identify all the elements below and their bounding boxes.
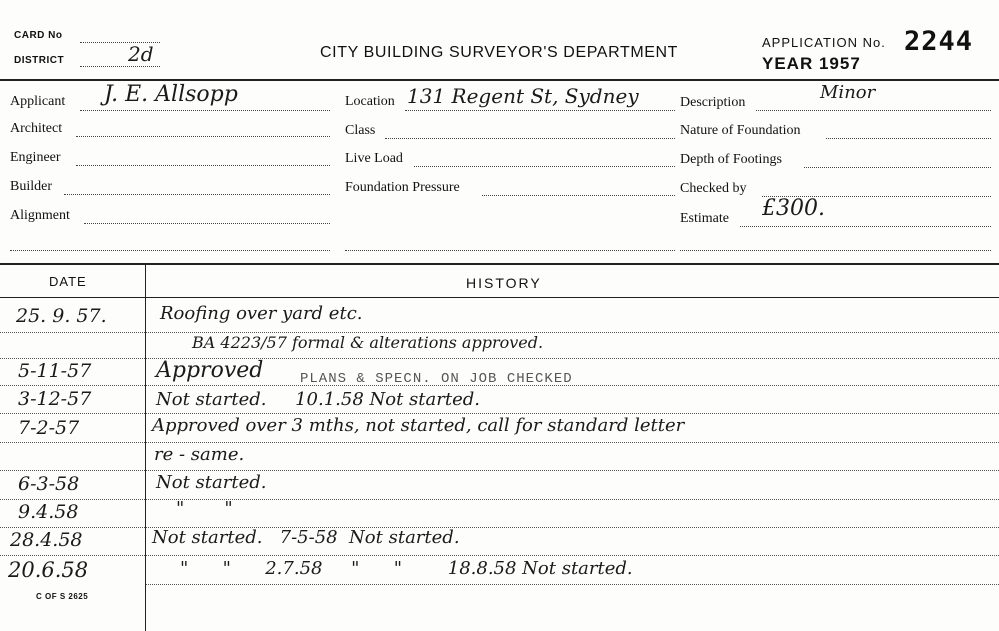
row-line xyxy=(0,527,999,528)
alignment-label: Alignment xyxy=(10,208,70,223)
row-history: Not started. xyxy=(156,472,267,493)
alignment-line-2 xyxy=(10,250,330,251)
row-line xyxy=(0,358,999,359)
table-top-rule xyxy=(0,263,999,265)
district-label: DISTRICT xyxy=(14,55,65,66)
architect-line xyxy=(76,136,330,137)
row-date: 28.4.58 xyxy=(10,529,83,551)
row-history: " " xyxy=(176,498,233,519)
checked-stamp: PLANS & SPECN. ON JOB CHECKED xyxy=(300,371,573,387)
year-label: YEAR 1957 xyxy=(762,54,861,73)
date-column-divider xyxy=(145,263,146,631)
description-value: Minor xyxy=(820,82,876,103)
date-header: DATE xyxy=(49,274,87,289)
live-load-label: Live Load xyxy=(345,151,403,166)
row-line xyxy=(0,442,999,443)
class-line xyxy=(385,138,675,139)
row-line xyxy=(0,413,999,414)
row-date: 20.6.58 xyxy=(8,558,89,582)
architect-label: Architect xyxy=(10,121,63,136)
estimate-value: £300. xyxy=(762,196,825,221)
checked-by-label: Checked by xyxy=(680,181,747,196)
row-history: re - same. xyxy=(154,444,245,465)
row-date: 5-11-57 xyxy=(18,360,92,382)
depth-of-footings-label: Depth of Footings xyxy=(680,152,782,167)
application-number: 2244 xyxy=(904,26,974,57)
row-history: BA 4223/57 formal & alterations approved. xyxy=(192,333,544,352)
applicant-value: J. E. Allsopp xyxy=(104,82,238,107)
applicant-line xyxy=(80,110,330,111)
column3-line-extra xyxy=(680,250,991,251)
depth-line xyxy=(804,167,991,168)
estimate-label: Estimate xyxy=(680,211,729,226)
column2-line-extra xyxy=(345,250,675,251)
location-label: Location xyxy=(345,94,395,109)
row-history: " " 2.7.58 " " 18.8.58 Not started. xyxy=(180,558,633,579)
description-line xyxy=(756,110,991,111)
row-line xyxy=(0,470,999,471)
row-date: 9.4.58 xyxy=(18,501,79,523)
form-code: C OF S 2625 xyxy=(36,592,89,601)
row-history: Approved xyxy=(156,358,264,383)
row-line xyxy=(0,555,999,556)
class-label: Class xyxy=(345,123,376,138)
row-line xyxy=(146,584,999,585)
description-label: Description xyxy=(680,95,746,110)
row-date: 3-12-57 xyxy=(18,388,92,410)
history-header: HISTORY xyxy=(466,275,542,291)
nature-line xyxy=(826,138,991,139)
foundation-pressure-line xyxy=(482,195,675,196)
row-line xyxy=(0,499,999,500)
district-line xyxy=(80,66,160,67)
row-date: 6-3-58 xyxy=(18,473,80,495)
row-date: 7-2-57 xyxy=(18,417,80,439)
nature-of-foundation-label: Nature of Foundation xyxy=(680,123,801,138)
alignment-line xyxy=(84,223,330,224)
row-history: Roofing over yard etc. xyxy=(160,303,363,324)
department-title: CITY BUILDING SURVEYOR'S DEPARTMENT xyxy=(320,44,679,61)
builder-label: Builder xyxy=(10,179,52,194)
row-history: Approved over 3 mths, not started, call for standard letter xyxy=(152,415,685,436)
location-value: 131 Regent St, Sydney xyxy=(407,84,639,108)
live-load-line xyxy=(414,166,675,167)
row-history: Not started. 7-5-58 Not started. xyxy=(152,527,460,548)
estimate-line xyxy=(740,226,991,227)
application-label: APPLICATION No. xyxy=(762,35,886,50)
card-no-label: CARD No xyxy=(14,30,63,41)
engineer-line xyxy=(76,165,330,166)
location-line xyxy=(405,110,675,111)
foundation-pressure-label: Foundation Pressure xyxy=(345,180,460,195)
builder-line xyxy=(64,194,330,195)
table-header-rule xyxy=(0,297,999,298)
row-history: Not started. 10.1.58 Not started. xyxy=(156,389,480,410)
district-value: 2d xyxy=(128,42,154,66)
applicant-label: Applicant xyxy=(10,94,66,109)
row-date: 25. 9. 57. xyxy=(16,305,107,327)
engineer-label: Engineer xyxy=(10,150,61,165)
header-rule xyxy=(0,79,999,81)
